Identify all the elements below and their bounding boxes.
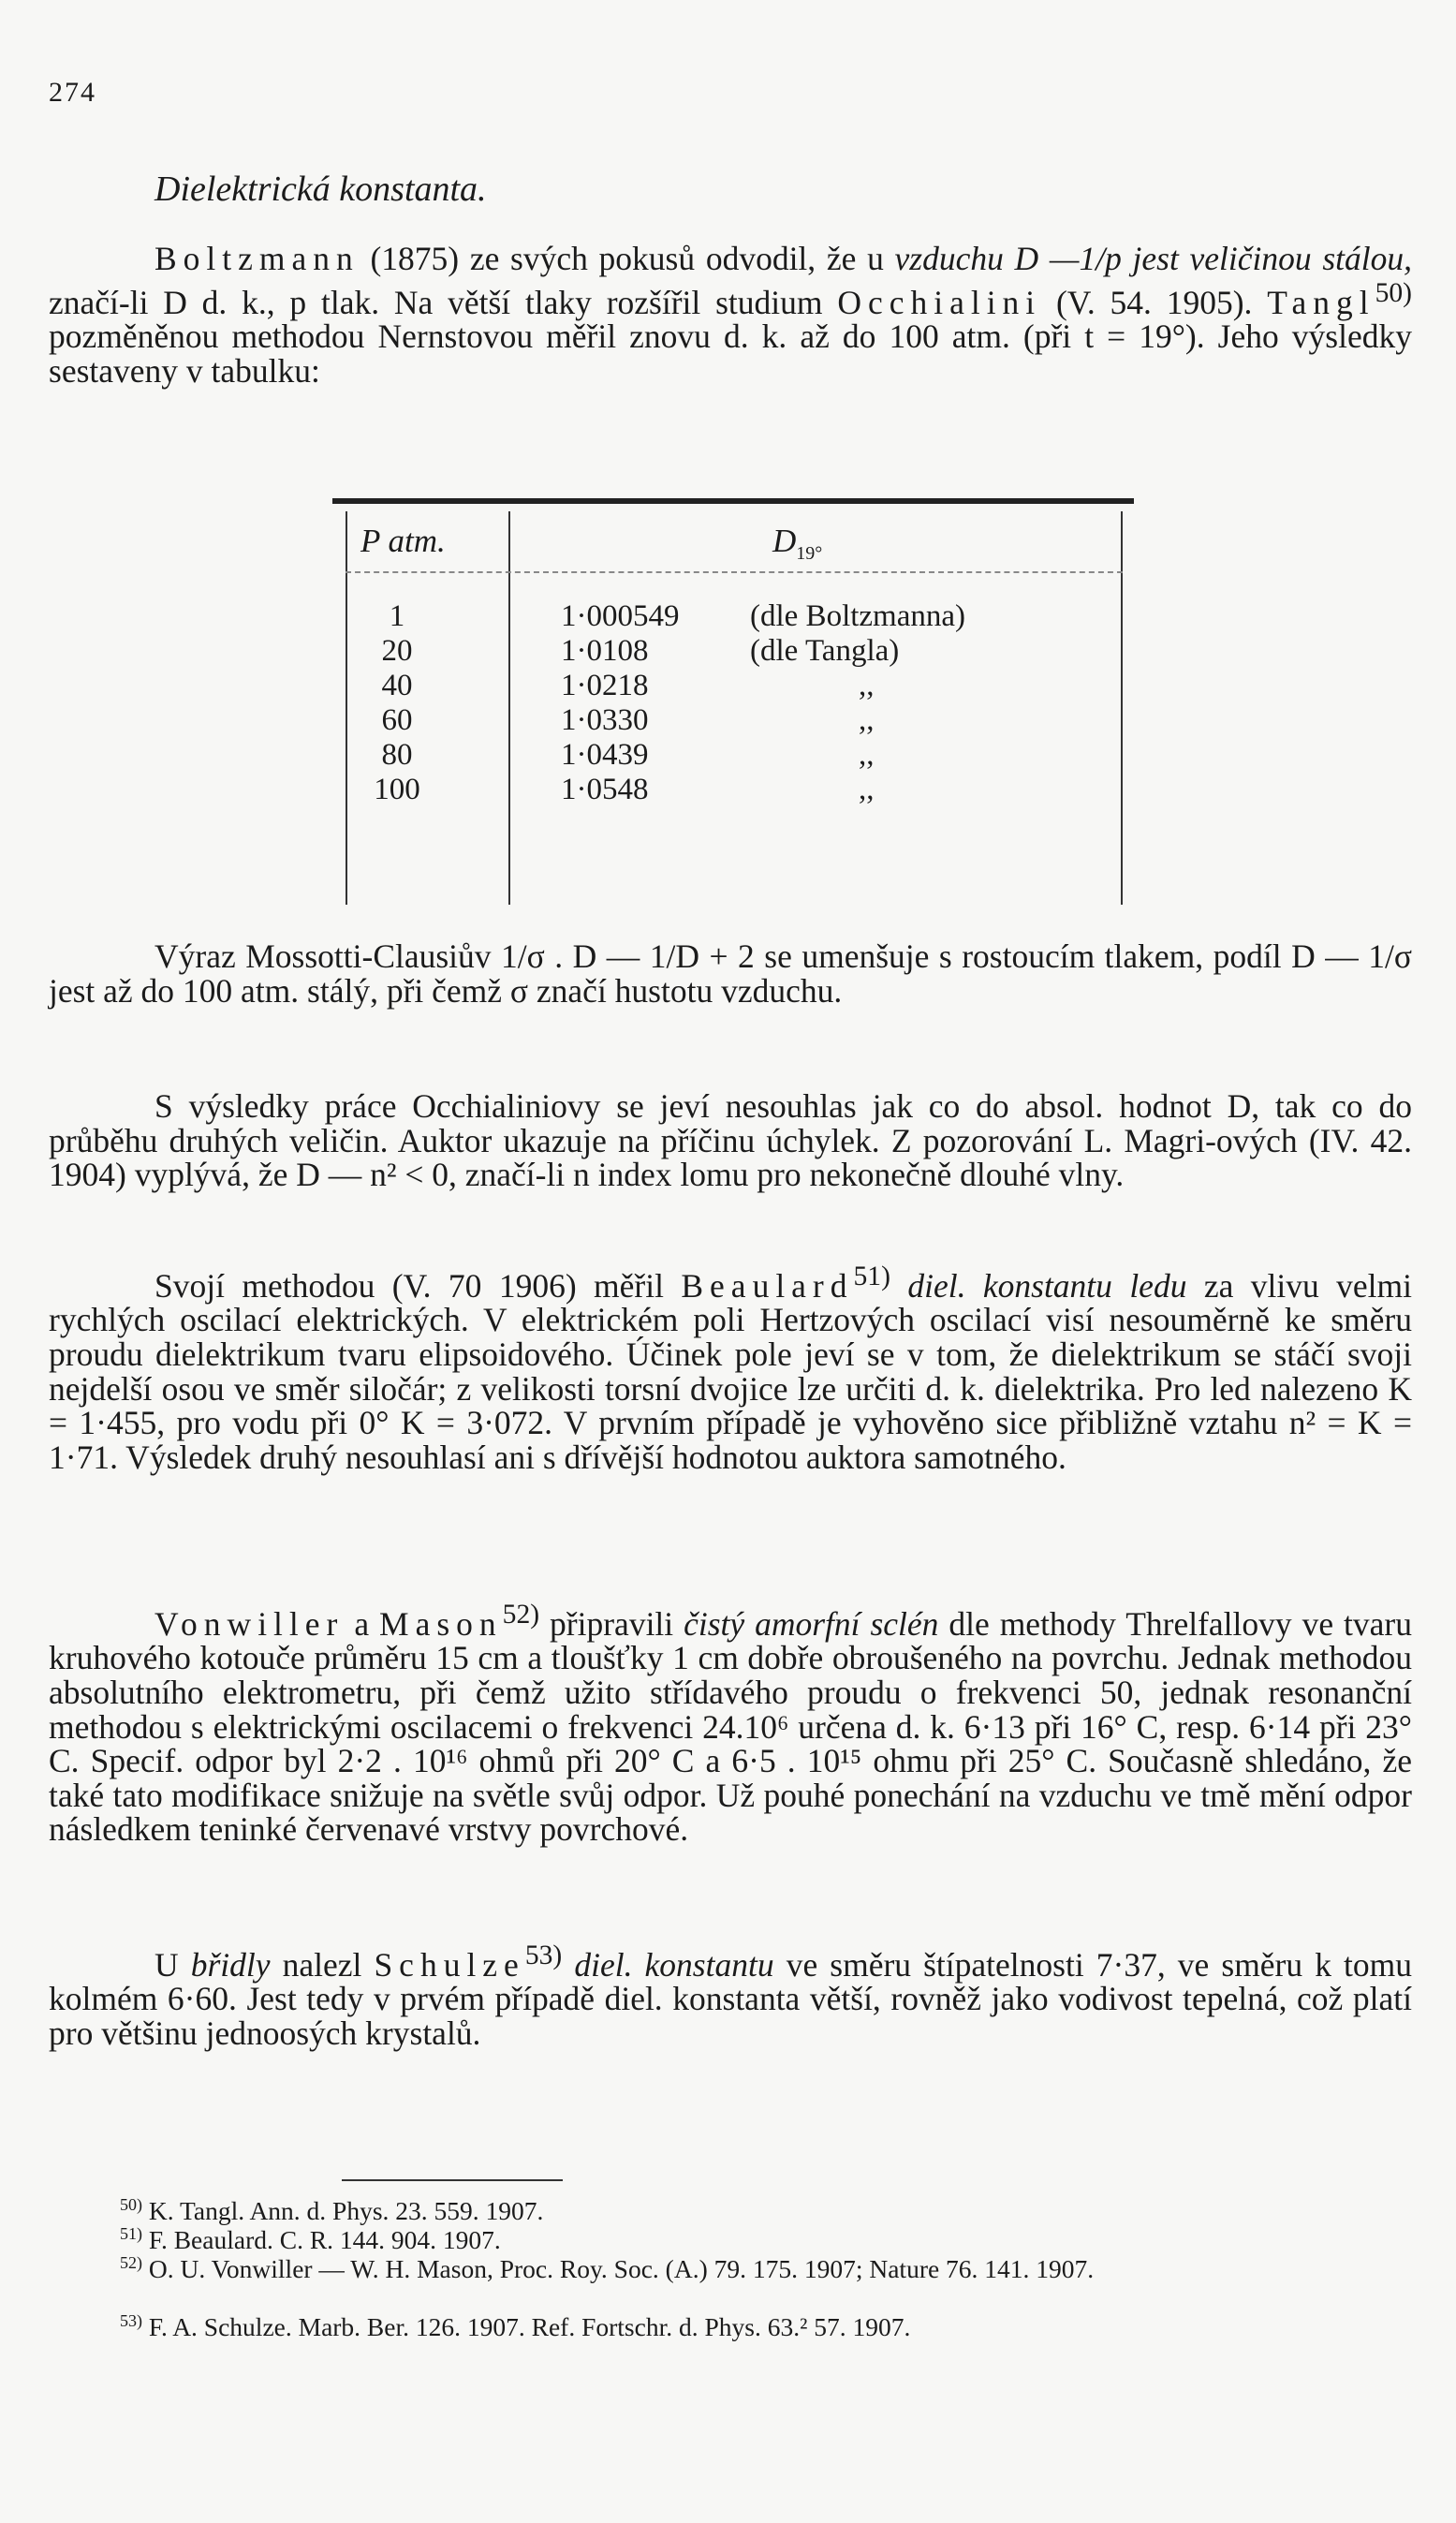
table-cell-d: 1·000549: [561, 599, 680, 633]
table-header-rule: [346, 571, 1123, 573]
table-cell-d: 1·0218: [561, 669, 649, 702]
table-cell-note: ,,: [859, 773, 875, 806]
footnote-number: 51): [120, 2224, 142, 2243]
table-right-border: [1121, 511, 1123, 905]
table-header-pressure: P atm.: [360, 523, 446, 559]
author-tangl: Tangl: [1267, 283, 1375, 321]
table-cell-d: 1·0439: [561, 738, 649, 772]
page-number: 274: [49, 77, 96, 108]
footnote-ref-53: 53): [524, 1940, 563, 1970]
table-cell-p: 60: [381, 703, 413, 737]
footnote-ref-50: 50): [1375, 277, 1412, 308]
table-top-rule: [332, 498, 1134, 504]
table-column-divider: [508, 511, 510, 905]
author-boltzmann: Boltzmann: [154, 240, 360, 277]
footnote-ref-51: 51): [853, 1262, 890, 1291]
author-vonwiller: Vonwiller: [154, 1604, 345, 1643]
table-cell-p: 20: [381, 634, 413, 668]
footnote-text: O. U. Vonwiller — W. H. Mason, Proc. Roy. Soc. (A.) 79. 175. 1907; Nature 76. 141. 1907.: [148, 2254, 1095, 2284]
footnote-text: K. Tangl. Ann. d. Phys. 23. 559. 1907.: [148, 2196, 544, 2226]
paragraph-2: Výraz Mossotti-Clausiův 1/σ . D — 1/D + 2 se umenšuje s rostoucím tlakem, podíl D — 1/σ jest až do 100 atm. stálý, při čemž σ značí hustotu vzduchu.: [49, 937, 1412, 1010]
footnote: [49, 2307, 1412, 2341]
footnote-text: F. A. Schulze. Marb. Ber. 126. 1907. Ref. Fortschr. d. Phys. 63.² 57. 1907.: [148, 2312, 911, 2342]
footnote: [49, 2249, 1412, 2283]
footnote-number: 52): [120, 2253, 142, 2272]
table-cell-note: ,,: [859, 738, 875, 772]
table-cell-note: ,,: [859, 703, 875, 737]
footnote-number: 53): [120, 2311, 142, 2330]
table-cell-p: 40: [381, 669, 413, 702]
footnote-text: F. Beaulard. C. R. 144. 904. 1907.: [148, 2225, 501, 2255]
footnote-separator: [342, 2179, 563, 2181]
table-cell-note: ,,: [859, 669, 875, 702]
section-heading: Dielektrická konstanta.: [154, 170, 487, 209]
author-beaulard: Beaulard: [681, 1266, 854, 1305]
footnote-number: 50): [120, 2195, 142, 2214]
paragraph-5: Vonwiller a Mason$^{52)}$ připravili čistý amorfní sclén dle methody Threlfallovy ve tvaru kruhového kotouče průměru 15 cm a tloušťky 1 cm dobře obroušeného na povrchu. Jednak methodou absolutního elektrometru, při čemž užito střídavého proudu o frekvenci 50, jednak resonanční methodou s elektrickými oscilacemi o frekvenci 24.10⁶ určena d. k. 6·13 při 16° C, resp. 6·14 při 23° C. Specif. odpor byl 2·2 . 10¹⁶ ohmů při 20° C a 6·5 . 10¹⁵ ohmu při 25° C. Současně shledáno, že také tato modifikace snižuje na světle svůj odpor. Už pouhé ponechání na vzduchu ve tmě mění odpor následkem teninké červenavé vrstvy povrchové.: [49, 1600, 1413, 1849]
author-mason: Mason: [379, 1604, 503, 1643]
table-cell-note: (dle Tangla): [750, 634, 900, 668]
data-table: [332, 498, 1134, 908]
paragraph-6: U břidly nalezl Schulze$^{53)}$ diel. konstantu ve směru štípatelnosti 7·37, ve směru k tomu kolmém 6·60. Jest tedy v prvém případě diel. konstanta větší, rovněž jako vodivost tepelná, což platí pro většinu jednoosých krystalů.: [49, 1940, 1413, 2053]
table-cell-p: 80: [381, 738, 413, 772]
table-cell-note: (dle Boltzmanna): [750, 599, 966, 633]
table-cell-d: 1·0108: [561, 634, 649, 668]
table-header-constant: $D_{19^\circ}$: [772, 523, 823, 564]
table-cell-d: 1·0548: [561, 773, 649, 806]
paragraph-4: Svojí methodou (V. 70 1906) měřil Beaulard$^{51)}$ diel. konstantu ledu za vlivu velmi rychlých oscilací elektrických. V elektrickém poli Hertzových oscilací visí nesouměrně ke směru proudu dielektrikum tvaru elipsoidového. Účinek pole jeví se v tom, že dielektrikum se stáčí svoji nejdelší osou ve směr siločár; z velikosti torsní dvojice lze určiti d. k. dielektrika. Pro led nalezeno K = 1·455, pro vodu při 0° K = 3·072. V prvním případě je vyhověno sice přibližně vztahu n² = K = 1·71. Výsledek druhý nesouhlasí ani s dřívější hodnotou auktora samotného.: [49, 1262, 1412, 1476]
paragraph-3: S výsledky práce Occhialiniovy se jeví nesouhlas jak co do absol. hodnot D, tak co do průběhu druhých veličin. Auktor ukazuje na příčinu úchylek. Z pozorování L. Magri-ových (IV. 42. 1904) vyplývá, že D — n² < 0, značí-li n index lomu pro nekonečně dlouhé vlny.: [49, 1087, 1412, 1194]
paragraph-1: Boltzmann (1875) ze svých pokusů odvodil, že u vzduchu D —1/p jest veličinou stálou, značí-li D d. k., p tlak. Na větší tlaky rozšířil studium Occhialini (V. 54. 1905). Tangl$^{50)}$ pozměněnou methodou Nernstovou měřil znovu d. k. až do 100 atm. (při t = 19°). Jeho výsledky sestaveny v tabulku:: [49, 240, 1412, 390]
table-cell-p: 100: [374, 773, 420, 806]
footnote-ref-52: 52): [502, 1600, 540, 1630]
author-schulze: Schulze: [374, 1945, 525, 1984]
table-cell-p: 1: [389, 599, 405, 633]
author-occhialini: Occhialini: [837, 283, 1042, 321]
table-cell-d: 1·0330: [561, 703, 649, 737]
